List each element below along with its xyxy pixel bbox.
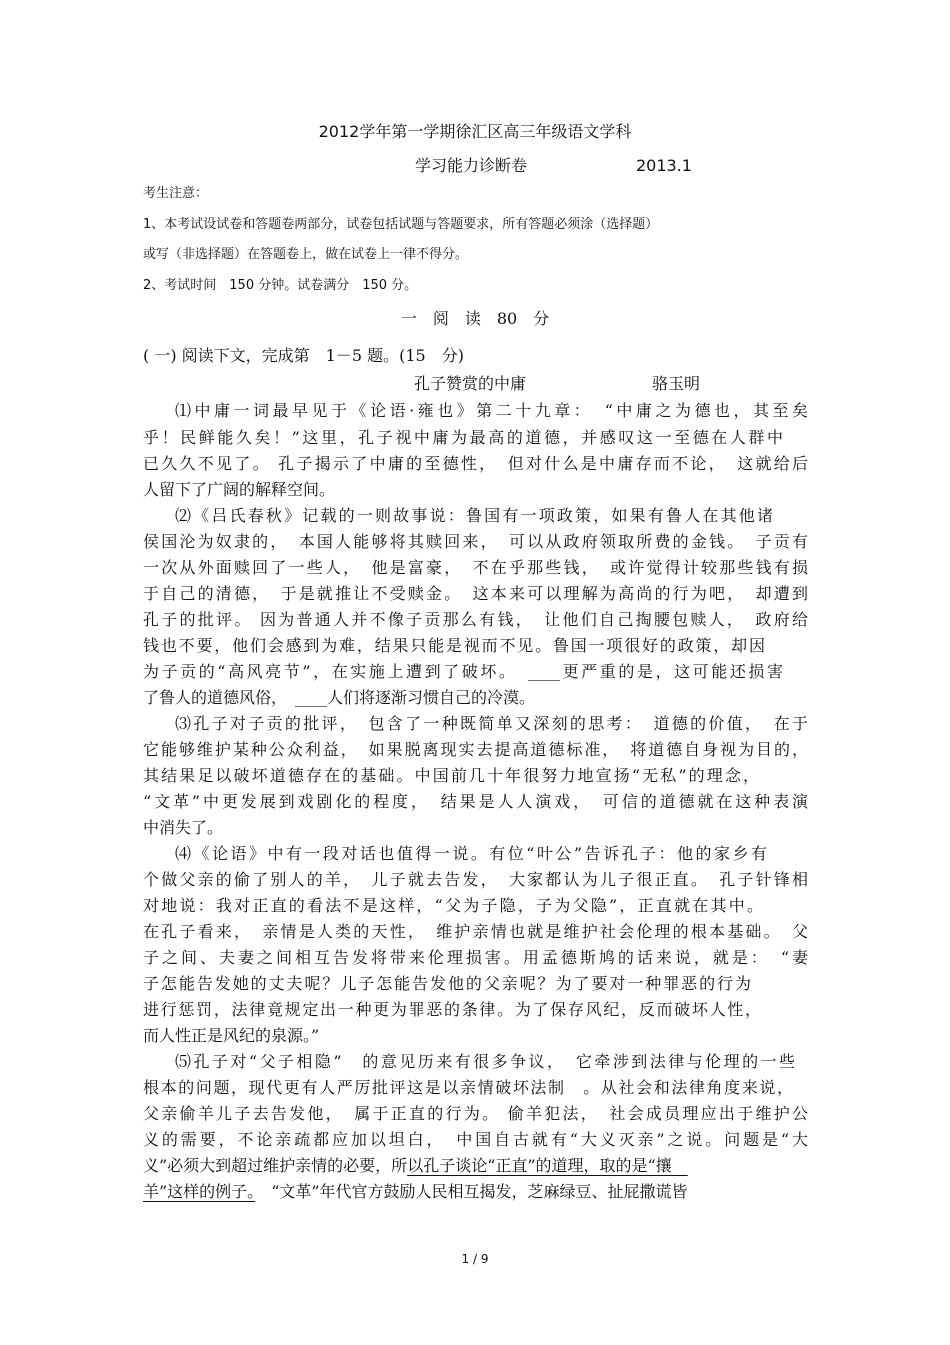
paragraph-line: 人留下了广阔的解释空间。 <box>143 480 336 499</box>
paragraph-line: ⑷《论语》中有一段对话也值得一说。有位“叶公”告诉孔子：他的家乡有 <box>175 844 767 863</box>
paragraph-line: ⑶孔子对子贡的批评， 包含了一种既简单又深刻的思考： 道德的价值， 在于 <box>175 714 808 733</box>
paragraph-line: 在孔子看来， 亲情是人类的天性， 维护亲情也就是维护社会伦理的根本基础。 父 <box>143 922 808 941</box>
section-title: 一 阅 读 80 分 <box>400 309 550 328</box>
notice-item-1: 1、本考试设试卷和答题卷两部分，试卷包括试题与答题要求，所有答题必须涂（选择题） <box>143 217 659 232</box>
exam-date: 2013.1 <box>636 156 692 175</box>
paragraph-line: 已久久不见了。 孔子揭示了中庸的至德性， 但对什么是中庸存而不论， 这就给后 <box>143 454 808 473</box>
paragraph-line: ⑸孔子对“父子相隐” 的意见历来有很多争议， 它牵涉到法律与伦理的一些 <box>175 1052 795 1071</box>
paragraph-line: 乎！民鲜能久矣！”这里，孔子视中庸为最高的道德，并感叹这一至德在人群中 <box>143 428 783 447</box>
notice-item-1-cont: 或写（非选择题）在答题卷上，做在试卷上一律不得分。 <box>143 247 469 262</box>
exam-subtitle: 学习能力诊断卷 <box>415 156 528 175</box>
paragraph-line: 对地说：我对正直的看法不是这样，“父为子隐，子为父隐”，正直就在其中。 <box>143 896 763 915</box>
question-instruction: ( 一) 阅读下文，完成第 1－5 题。(15 分) <box>143 346 464 365</box>
underlined-sentence: 羊”这样的例子。 <box>143 1182 256 1201</box>
paragraph-line <box>143 1184 688 1200</box>
paragraph-line: 孔子的批评。 因为普通人并不像子贡那么有钱， 让他们自己掏腰包赎人， 政府给 <box>143 610 808 629</box>
paragraph-line: 根本的问题，现代更有人严厉批评这是以亲情破坏法制 。从社会和法律角度来说， <box>143 1078 793 1097</box>
paragraph-line: 为子贡的“高风亮节”，在实施上遭到了破坏。 ____更严重的是，这可能还损害 <box>143 662 783 681</box>
paragraph-line: 义的需要，不论亲疏都应加以坦白， 中国自古就有“大义灭亲”之说。问题是“大 <box>143 1130 808 1149</box>
paragraph-line: 一次从外面赎回了一些人， 他是富豪， 不在乎那些钱， 或许觉得计较那些钱有损 <box>143 558 808 577</box>
paragraph-line: 父亲偷羊儿子去告发他， 属于正直的行为。 偷羊犯法， 社会成员理应出于维护公 <box>143 1104 808 1123</box>
notice-item-2: 2、考试时间 150 分钟。试卷满分 150 分。 <box>143 278 418 293</box>
paragraph-line: 中消失了。 <box>143 818 224 837</box>
paragraph-line: 了鲁人的道德风俗， ____人们将逐渐习惯自己的冷漠。 <box>143 688 536 707</box>
page-number: 1 / 9 <box>461 1252 489 1266</box>
paragraph-line: ⑴中庸一词最早见于《论语·雍也》第二十九章： “中庸之为德也，其至矣 <box>175 401 808 420</box>
article-author: 骆玉明 <box>652 374 701 393</box>
underlined-sentence: 以孔子谈论“正直”的道理，取的是“攘 <box>407 1156 688 1175</box>
paragraph-line: 个做父亲的偷了别人的羊， 儿子就去告发， 大家都认为儿子很正直。 孔子针锋相 <box>143 870 808 889</box>
paragraph-line: 钱也不要，他们会感到为难，结果只能是视而不见。鲁国一项很好的政策，却因 <box>143 636 765 655</box>
paragraph-line: 侯国沦为奴隶的， 本国人能够将其赎回来， 可以从政府领取所费的金钱。 子贡有 <box>143 532 808 551</box>
paragraph-line: 子怎能告发她的丈夫呢？儿子怎能告发他的父亲呢？为了要对一种罪恶的行为 <box>143 974 751 993</box>
paragraph-text: 义”必须大到超过维护亲情的必要，所 <box>143 1156 408 1175</box>
exam-title: 2012学年第一学期徐汇区高三年级语文学科 <box>318 122 632 141</box>
paragraph-line: 其结果足以破坏道德存在的基础。中国前几十年很努力地宣扬“无私”的理念， <box>143 766 759 785</box>
paragraph-line: 子之间、夫妻之间相互告发将带来伦理损害。用孟德斯鸠的话来说，就是： “妻 <box>143 948 808 967</box>
paragraph-line: ⑵《吕氏春秋》记载的一则故事说：鲁国有一项政策，如果有鲁人在其他诸 <box>175 506 773 525</box>
notice-heading: 考生注意： <box>143 186 209 201</box>
paragraph-line: “文革”中更发展到戏剧化的程度， 结果是人人演戏， 可信的道德就在这种表演 <box>143 792 808 811</box>
paragraph-line: 而人性正是风纪的泉源。” <box>143 1026 320 1045</box>
article-title: 孔子赞赏的中庸 <box>414 374 527 393</box>
paragraph-text: “文革”年代官方鼓励人民相互揭发，芝麻绿豆、扯屁撒谎皆 <box>255 1182 688 1201</box>
paragraph-line <box>143 1158 688 1174</box>
paragraph-line: 进行惩罚，法律竟规定出一种更为罪恶的条律。为了保存风纪，反而破坏人性， <box>143 1000 761 1019</box>
paragraph-line: 它能够维护某种公众利益， 如果脱离现实去提高道德标准， 将道德自身视为目的， <box>143 740 808 759</box>
paragraph-line: 于自己的清德， 于是就推让不受赎金。 这本来可以理解为高尚的行为吧， 却遭到 <box>143 584 808 603</box>
